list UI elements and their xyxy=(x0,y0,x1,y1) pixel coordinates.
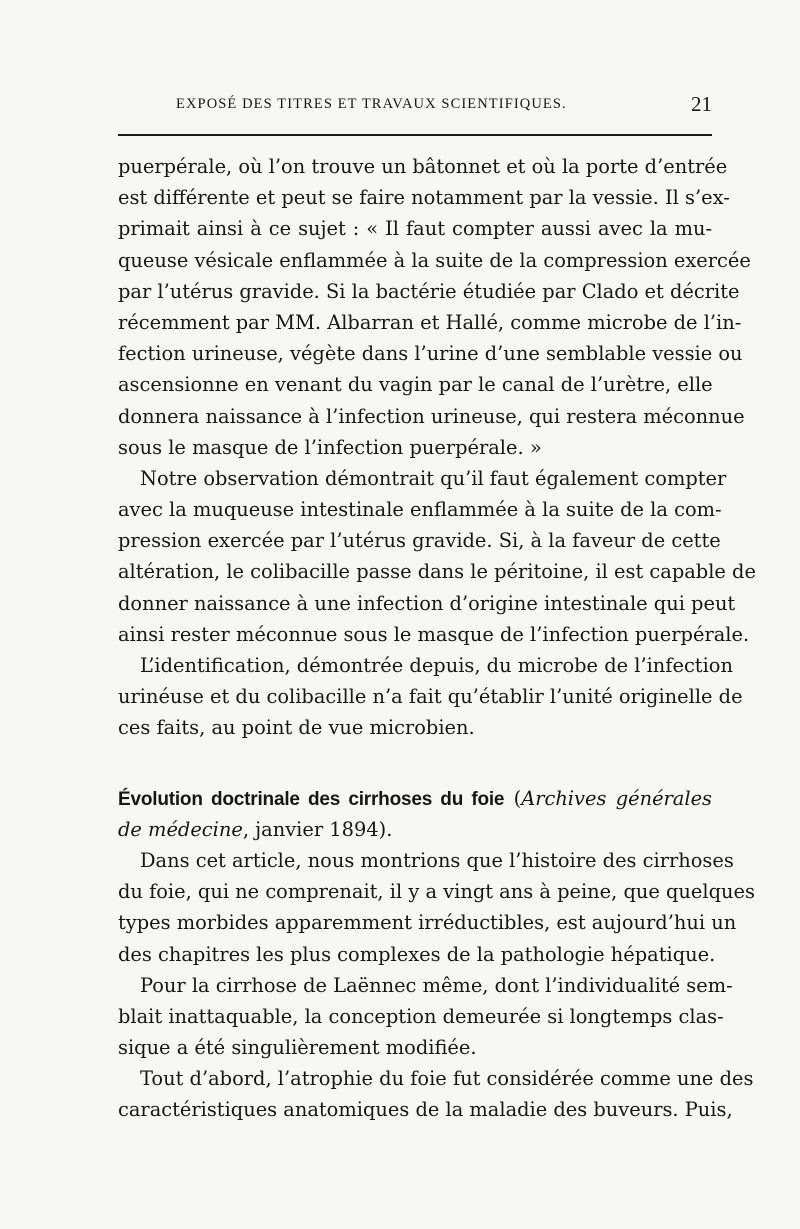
text-line: fection urineuse, végète dans l’urine d’une semblable vessie ou xyxy=(118,342,743,366)
text-line: L’identification, démontrée depuis, du microbe de l’infection xyxy=(140,654,733,677)
journal-title-part-2: de médecine xyxy=(118,817,243,841)
section-heading-line-1 xyxy=(118,783,712,814)
page-number: 21 xyxy=(691,92,712,116)
text-line: du foie, qui ne comprenait, il y a vingt ans à peine, que quelques xyxy=(118,880,755,904)
text-line: ainsi rester méconnue sous le masque de l’infection puerpérale. xyxy=(118,622,750,646)
text-line: sous le masque de l’infection puerpérale. » xyxy=(118,435,542,459)
header-rule xyxy=(118,134,712,136)
page-header xyxy=(118,92,712,122)
section-gap xyxy=(118,744,712,783)
text-line: types morbides apparemment irréductibles, est aujourd’hui un xyxy=(118,911,737,935)
text-line: Tout d’abord, l’atrophie du foie fut considérée comme une des xyxy=(140,1067,754,1091)
text-line: ces faits, au point de vue microbien. xyxy=(118,716,475,740)
journal-title-part-1: Archives générales xyxy=(521,786,713,810)
text-line: altération, le colibacille passe dans le péritoine, il est capable de xyxy=(118,560,756,584)
running-title: EXPOSÉ DES TITRES ET TRAVAUX SCIENTIFIQUES. xyxy=(176,96,567,112)
body-text xyxy=(118,151,756,1126)
text-line: récemment par MM. Albarran et Hallé, comme microbe de l’in- xyxy=(118,310,742,334)
text-line: des chapitres les plus complexes de la pathologie hépatique. xyxy=(118,942,716,966)
text-line: puerpérale, où l’on trouve un bâtonnet et où la porte d’entrée xyxy=(118,155,728,178)
text-line: blait inattaquable, la conception demeurée si longtemps clas- xyxy=(118,1004,724,1028)
text-line: Notre observation démontrait qu’il faut également compter xyxy=(140,466,727,490)
text-line: sique a été singulièrement modifiée. xyxy=(118,1036,477,1060)
text-line: Dans cet article, nous montrions que l’histoire des cirrhoses xyxy=(140,848,734,872)
text-line: urinéuse et du colibacille n’a fait qu’établir l’unité originelle de xyxy=(118,685,743,709)
text-line: queuse vésicale enflammée à la suite de la compression exercée xyxy=(118,248,751,272)
heading-open-paren: ( xyxy=(504,786,522,810)
text-line: avec la muqueuse intestinale enflammée à la suite de la com- xyxy=(118,498,722,522)
text-line: donner naissance à une infection d’origine intestinale qui peut xyxy=(118,591,736,615)
text-line: caractéristiques anatomiques de la maladie des buveurs. Puis, xyxy=(118,1098,733,1122)
text-line: donnera naissance à l’infection urineuse, qui restera méconnue xyxy=(118,404,745,428)
text-line: primait ainsi à ce sujet : « Il faut compter aussi avec la mu- xyxy=(118,217,712,241)
publication-date: , janvier 1894). xyxy=(242,817,393,841)
section-heading-line-2 xyxy=(118,814,712,845)
text-line: ascensionne en venant du vagin par le canal de l’urètre, elle xyxy=(118,373,713,397)
text-line: par l’utérus gravide. Si la bactérie étudiée par Clado et décrite xyxy=(118,279,740,303)
section-title: Évolution doctrinale des cirrhoses du foie xyxy=(118,788,505,810)
text-line: est différente et peut se faire notamment par la vessie. Il s’ex- xyxy=(118,186,730,210)
text-line: pression exercée par l’utérus gravide. Si, à la faveur de cette xyxy=(118,529,721,553)
text-line: Pour la cirrhose de Laënnec même, dont l’individualité sem- xyxy=(140,973,733,997)
